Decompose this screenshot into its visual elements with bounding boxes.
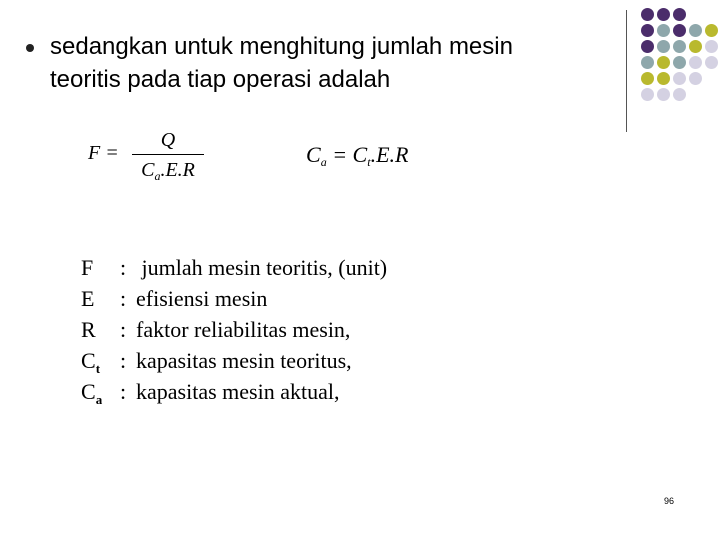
- def-symbol-sub: t: [95, 361, 101, 376]
- def-symbol-char: E: [81, 286, 95, 311]
- dot: [641, 8, 654, 21]
- dot: [641, 40, 654, 53]
- dot: [657, 24, 670, 37]
- def-symbol: [81, 376, 117, 415]
- def-colon: :: [120, 255, 127, 280]
- dot: [689, 56, 702, 69]
- dot: [657, 56, 670, 69]
- dot: [657, 8, 670, 21]
- def-symbol-char: C: [81, 348, 96, 373]
- bullet-line-2: teoritis pada tiap operasi adalah: [50, 66, 391, 93]
- def-symbol-char: R: [81, 317, 96, 342]
- dot: [673, 24, 686, 37]
- dot: [673, 56, 686, 69]
- dot: [673, 40, 686, 53]
- dot: [657, 72, 670, 85]
- f2-sub-t: t: [367, 155, 371, 169]
- bullet-icon: [26, 44, 34, 52]
- def-colon: :: [120, 348, 127, 373]
- dot: [641, 72, 654, 85]
- dot: [705, 24, 718, 37]
- def-symbol-char: F: [81, 255, 94, 280]
- dot: [689, 72, 702, 85]
- def-description: faktor reliabilitas mesin,: [136, 317, 351, 342]
- bullet-text: [50, 30, 630, 96]
- def-symbol-char: C: [81, 379, 96, 404]
- decorative-dots: [640, 8, 720, 118]
- def-description: jumlah mesin teoritis, (unit): [136, 255, 388, 280]
- dot: [705, 40, 718, 53]
- formula-f-fraction: [132, 128, 204, 182]
- den-c: C: [141, 159, 155, 181]
- def-colon: :: [120, 317, 127, 342]
- dot: [689, 40, 702, 53]
- def-colon: :: [120, 286, 127, 311]
- f2-sub-a: a: [320, 155, 327, 169]
- dot: [673, 72, 686, 85]
- formula-f-numerator: Q: [160, 129, 176, 151]
- f2-rest: .E.R: [370, 142, 409, 167]
- f2-eq: = C: [326, 142, 368, 167]
- fraction-bar: [132, 154, 204, 155]
- den-sub: a: [154, 169, 161, 183]
- dot: [657, 40, 670, 53]
- def-description: kapasitas mesin teoritus,: [136, 348, 352, 373]
- formula-ca: [306, 142, 408, 170]
- dot: [689, 24, 702, 37]
- dot: [641, 24, 654, 37]
- dot: [705, 56, 718, 69]
- dot: [657, 88, 670, 101]
- def-description: kapasitas mesin aktual,: [136, 379, 340, 404]
- def-description: efisiensi mesin: [136, 286, 268, 311]
- f2-c: C: [306, 142, 321, 167]
- dot: [641, 88, 654, 101]
- def-symbol-sub: a: [95, 392, 103, 407]
- dot: [673, 88, 686, 101]
- dot: [641, 56, 654, 69]
- page-number: 96: [664, 496, 675, 506]
- def-colon: :: [120, 379, 127, 404]
- bullet-line-1: sedangkan untuk menghitung jumlah mesin: [50, 33, 513, 60]
- formula-f-denominator: [132, 158, 204, 182]
- formula-f-lhs: F =: [88, 142, 119, 164]
- dot: [673, 8, 686, 21]
- den-rest: .E.R: [160, 159, 195, 181]
